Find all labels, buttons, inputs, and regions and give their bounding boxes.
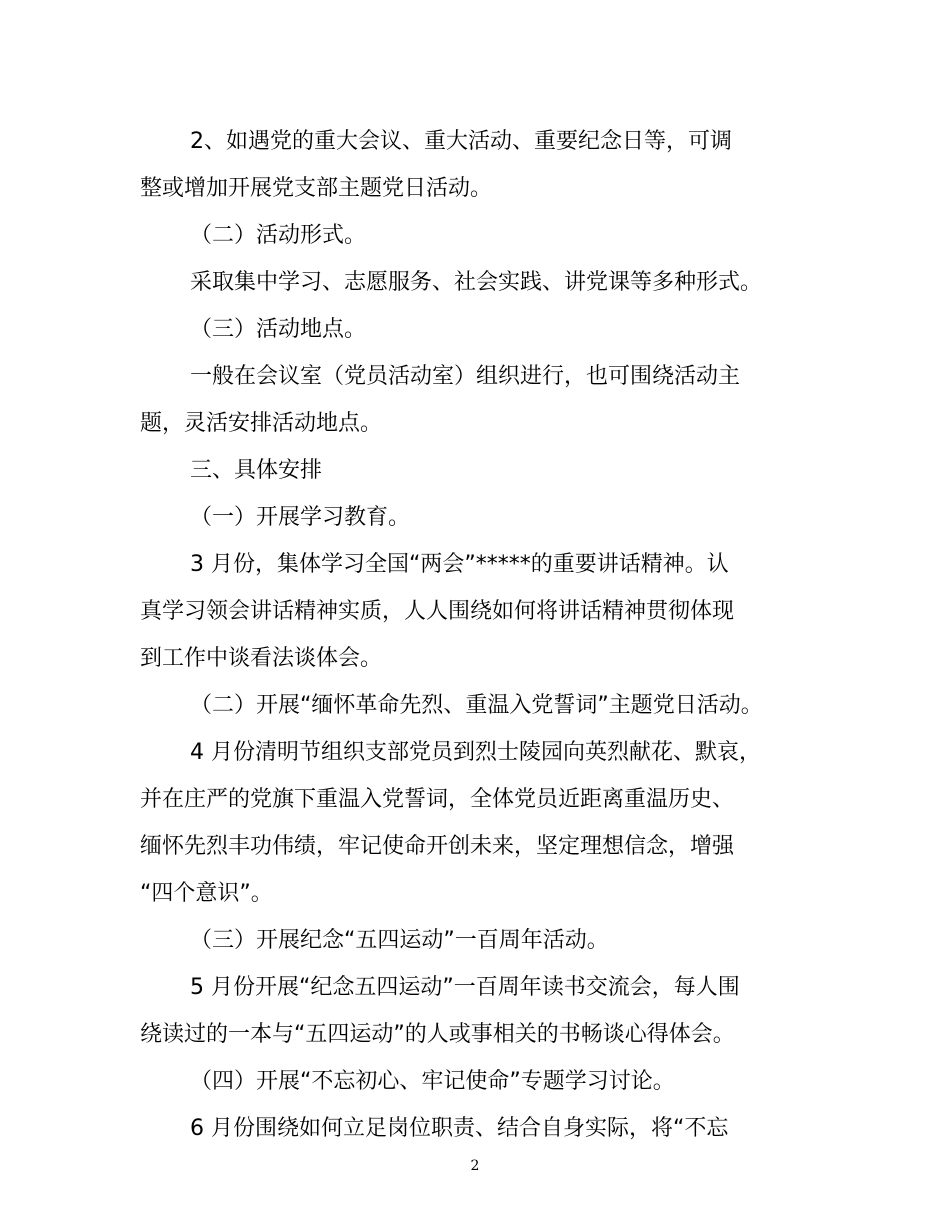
paragraph-line: 5 月份开展“纪念五四运动”一百周年读书交流会，每人围 — [190, 975, 740, 1000]
section-heading: （三）活动地点。 — [190, 317, 367, 342]
section-heading: （一）开展学习教育。 — [190, 505, 411, 530]
paragraph-line: 4 月份清明节组织支部党员到烈士陵园向英烈献花、默哀， — [190, 740, 761, 765]
section-heading: （四）开展“不忘初心、牢记使命”专题学习讨论。 — [190, 1069, 675, 1094]
paragraph-line: 整或增加开展党支部主题党日活动。 — [140, 176, 493, 201]
section-heading: （三）开展纪念“五四运动”一百周年活动。 — [190, 928, 609, 953]
section-heading: （二）开展“缅怀革命先烈、重温入党誓词”主题党日活动。 — [190, 693, 763, 718]
paragraph-line: 一般在会议室（党员活动室）组织进行，也可围绕活动主 — [190, 364, 741, 389]
paragraph-line: 题，灵活安排活动地点。 — [140, 411, 383, 436]
document-body — [140, 118, 830, 1152]
paragraph-line: 2、如遇党的重大会议、重大活动、重要纪念日等，可调 — [190, 129, 732, 154]
paragraph-line: 绕读过的一本与“五四运动”的人或事相关的书畅谈心得体会。 — [140, 1022, 735, 1047]
section-heading: （二）活动形式。 — [190, 223, 367, 248]
paragraph-line: 3 月份，集体学习全国“两会”*****的重要讲话精神。认 — [190, 552, 729, 577]
page-number: 2 — [470, 1158, 480, 1174]
paragraph-line: 到工作中谈看法谈体会。 — [140, 646, 383, 671]
chapter-heading: 三、具体安排 — [190, 458, 323, 483]
paragraph-line: 并在庄严的党旗下重温入党誓词，全体党员近距离重温历史、 — [140, 787, 735, 812]
paragraph-line: 6 月份围绕如何立足岗位职责、结合自身实际，将“不忘 — [190, 1116, 729, 1141]
paragraph-line: “四个意识”。 — [140, 881, 273, 906]
paragraph-line: 真学习领会讲话精神实质，人人围绕如何将讲话精神贯彻体现 — [140, 599, 735, 624]
paragraph-line: 采取集中学习、志愿服务、社会实践、讲党课等多种形式。 — [190, 270, 763, 295]
paragraph-line: 缅怀先烈丰功伟绩，牢记使命开创未来，坚定理想信念，增强 — [140, 834, 735, 859]
